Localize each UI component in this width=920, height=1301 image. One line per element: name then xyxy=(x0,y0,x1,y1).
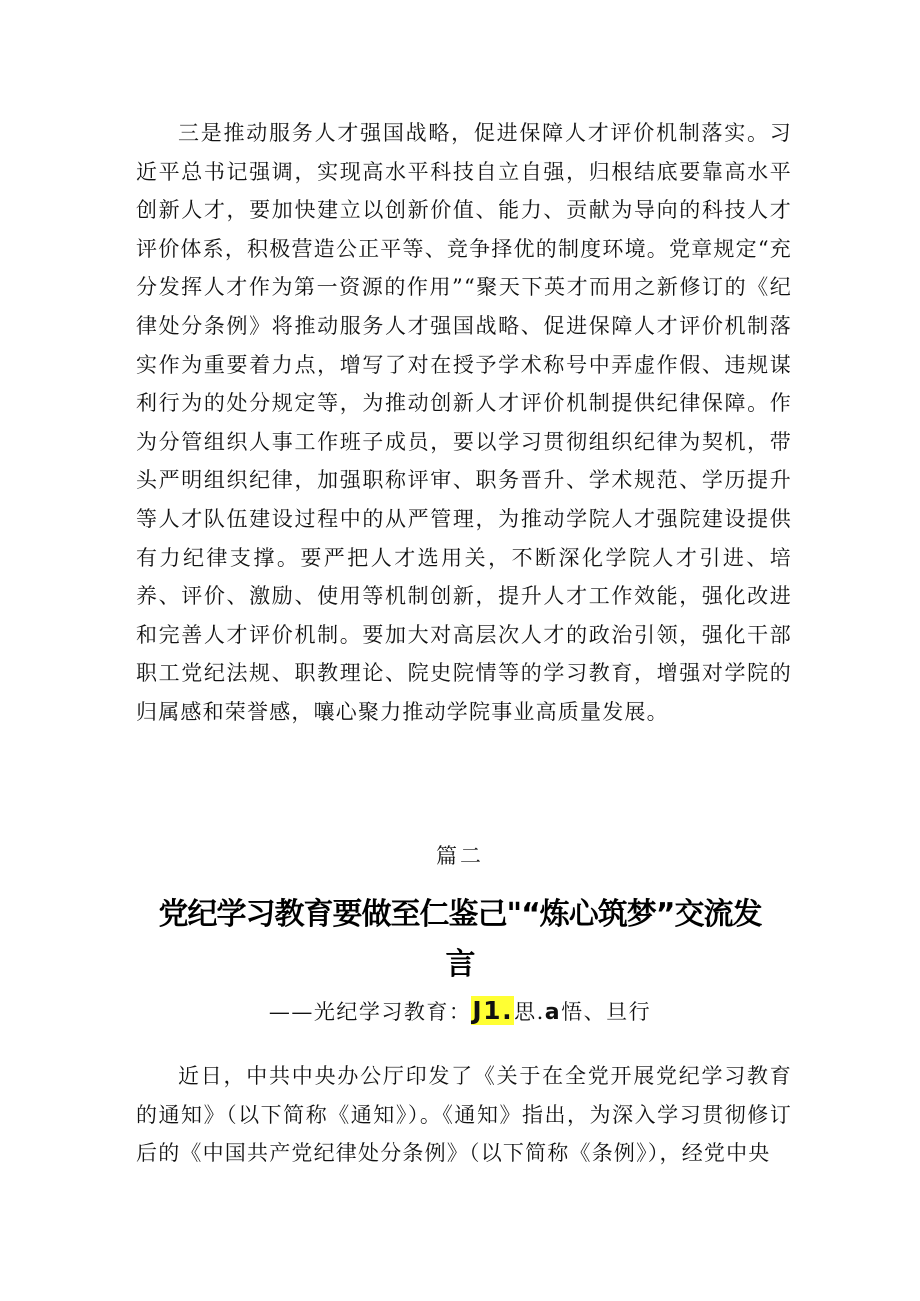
section-label: 篇二 xyxy=(436,844,484,868)
highlighted-text: J1. xyxy=(472,996,514,1025)
article-subtitle xyxy=(0,996,920,1026)
article-title: 党纪学习教育要做至仁鉴己"“炼心筑梦”交流发言 xyxy=(158,897,762,982)
subtitle-middle: 思. xyxy=(514,1000,545,1024)
body-paragraph: 近日，中共中央办公厅印发了《关于在全党开展党纪学习教育的通知》（以下简称《通知》）。《通知》指出，为深入学习贯彻修订后的《中国共产党纪律处分条例》（以下简称《条例》），经党中央 xyxy=(136,1064,792,1166)
body-paragraph: 三是推动服务人才强国战略，促进保障人才评价机制落实。习近平总书记强调，实现高水平科技自立自强，归根结底要靠高水平创新人才，要加快建立以创新价值、能力、贡献为导向的科技人才评价体系，积极营造公正平等、竞争择优的制度环境。党章规定“充分发挥人才作为第一资源的作用”“聚天下英才而用之新修订的《纪律处分条例》将推动服务人才强国战略、促进保障人才评价机制落实作为重要着力点，增写了对在授予学术称号中弄虚作假、违规谋利行为的处分规定等，为推动创新人才评价机制提供纪律保障。作为分管组织人事工作班子成员，要以学习贯彻组织纪律为契机，带头严明组织纪律，加强职称评审、职务晋升、学术规范、学历提升等人才队伍建设过程中的从严管理，为推动学院人才强院建设提供有力纪律支撑。要严把人才选用关，不断深化学院人才引进、培养、评价、激励、使用等机制创新，提升人才工作效能，强化改进和完善人才评价机制。要加大对高层次人才的政治引领，强化干部职工党纪法规、职教理论、院史院情等的学习教育，增强对学院的归属感和荣誉感，嚷心聚力推动学院事业高质量发展。 xyxy=(136,121,792,724)
subtitle-prefix: ——光纪学习教育： xyxy=(268,1000,472,1024)
subtitle-suffix: 悟、旦行 xyxy=(561,1000,652,1024)
subtitle-bold-char: a xyxy=(544,1000,562,1025)
